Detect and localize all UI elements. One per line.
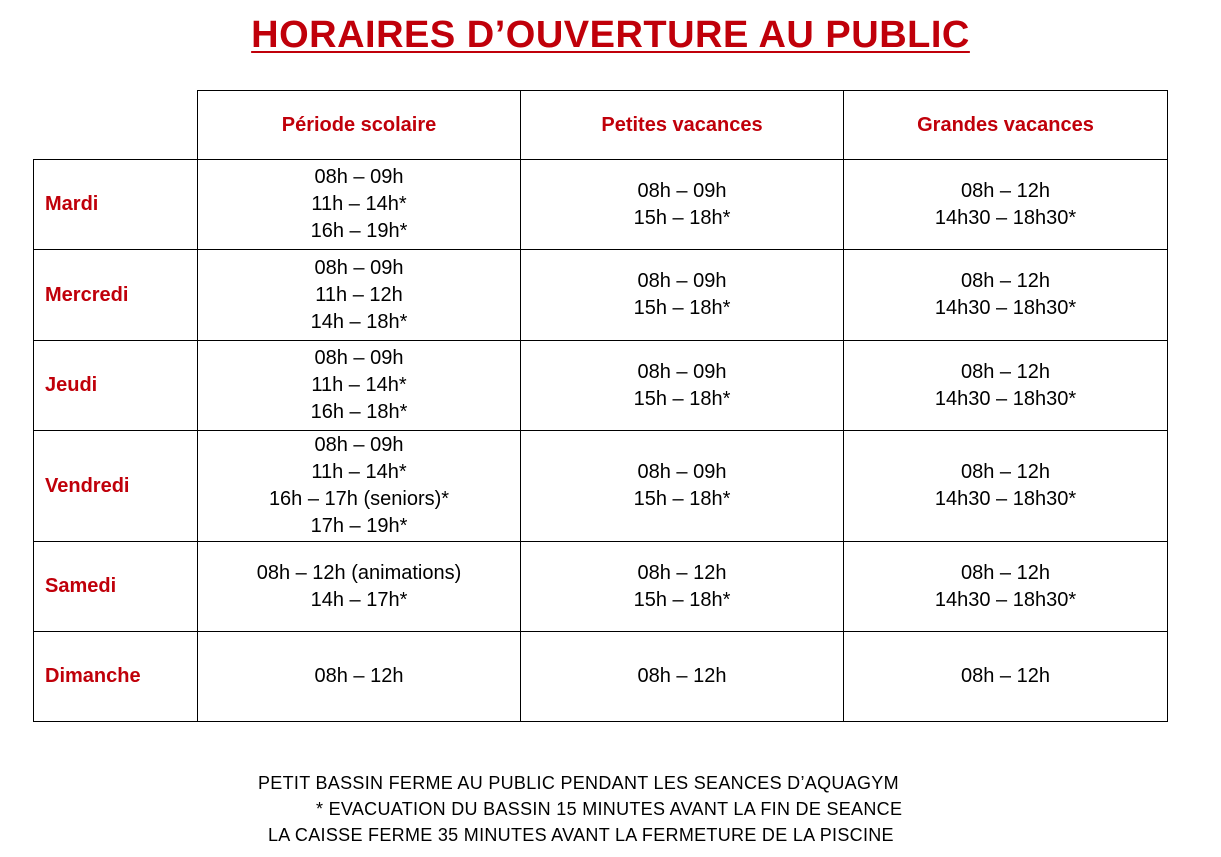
time-slot: 08h – 09h xyxy=(314,347,404,369)
time-slot: 11h – 14h* xyxy=(311,193,407,215)
time-slot: 08h – 12h xyxy=(961,179,1050,202)
time-slot: 08h – 09h xyxy=(314,434,404,456)
schedule-cell xyxy=(521,250,843,340)
day-label: Jeudi xyxy=(45,374,98,396)
time-slot: 14h30 – 18h30* xyxy=(934,588,1077,611)
day-label: Mercredi xyxy=(45,283,129,306)
time-slot: 14h – 17h* xyxy=(310,588,408,611)
schedule-cell xyxy=(198,160,520,249)
time-slot: 08h – 12h xyxy=(961,665,1050,687)
time-slot: 16h – 17h (seniors)* xyxy=(268,488,450,510)
time-slot: 14h30 – 18h30* xyxy=(934,387,1077,410)
time-slot: 15h – 18h* xyxy=(633,588,731,611)
time-slot: 15h – 18h* xyxy=(633,488,731,510)
table-row-divider xyxy=(33,721,1168,722)
footer-note-evacuation: * EVACUATION DU BASSIN 15 MINUTES AVANT LA FIN DE SEANCE xyxy=(316,799,903,819)
time-slot: 08h – 12h (animations) xyxy=(256,561,462,584)
header-petites-vacances: Petites vacances xyxy=(601,113,763,136)
schedule-cell xyxy=(844,250,1167,340)
schedule-cell xyxy=(844,431,1167,541)
time-slot: 08h – 12h xyxy=(314,665,404,687)
time-slot: 15h – 18h* xyxy=(633,387,731,410)
schedule-cell xyxy=(844,632,1167,721)
footer-note-small-pool: PETIT BASSIN FERME AU PUBLIC PENDANT LES SEANCES D’AQUAGYM xyxy=(258,773,899,793)
time-slot: 15h – 18h* xyxy=(633,297,731,319)
time-slot: 08h – 09h xyxy=(314,166,404,188)
schedule-cell xyxy=(521,341,843,430)
time-slot: 14h – 18h* xyxy=(310,310,408,333)
time-slot: 17h – 19h* xyxy=(310,515,408,537)
time-slot: 14h30 – 18h30* xyxy=(934,206,1077,229)
schedule-cell xyxy=(198,250,520,340)
schedule-cell xyxy=(844,341,1167,430)
time-slot: 14h30 – 18h30* xyxy=(934,488,1077,510)
schedule-cell xyxy=(844,542,1167,631)
time-slot: 08h – 09h xyxy=(637,179,727,202)
time-slot: 16h – 18h* xyxy=(310,401,408,423)
header-grandes-vacances: Grandes vacances xyxy=(917,113,1094,136)
page-title: HORAIRES D’OUVERTURE AU PUBLIC xyxy=(251,14,970,56)
time-slot: 08h – 09h xyxy=(637,360,727,383)
time-slot: 11h – 14h* xyxy=(311,374,407,396)
day-label: Dimanche xyxy=(45,665,141,687)
time-slot: 08h – 09h xyxy=(637,270,727,292)
time-slot: 08h – 09h xyxy=(637,461,727,483)
time-slot: 08h – 12h xyxy=(637,561,727,584)
schedule-cell xyxy=(844,160,1167,249)
schedule-cell xyxy=(198,341,520,430)
schedule-cell xyxy=(198,632,520,721)
time-slot: 08h – 12h xyxy=(961,561,1050,584)
time-slot: 08h – 12h xyxy=(637,665,727,687)
day-label: Vendredi xyxy=(45,474,130,497)
schedule-cell xyxy=(198,431,520,541)
time-slot: 08h – 12h xyxy=(961,270,1050,292)
schedule-cell xyxy=(521,542,843,631)
time-slot: 16h – 19h* xyxy=(310,220,408,242)
schedule-cell xyxy=(521,632,843,721)
time-slot: 14h30 – 18h30* xyxy=(934,297,1077,319)
time-slot: 11h – 12h xyxy=(315,283,403,306)
time-slot: 15h – 18h* xyxy=(633,206,731,229)
time-slot: 08h – 09h xyxy=(314,256,404,279)
time-slot: 11h – 14h* xyxy=(311,461,407,483)
schedule-cell xyxy=(521,431,843,541)
footer-note-cash-desk: LA CAISSE FERME 35 MINUTES AVANT LA FERMETURE DE LA PISCINE xyxy=(268,825,894,845)
header-periode-scolaire: Période scolaire xyxy=(281,113,437,136)
day-label: Mardi xyxy=(45,193,99,215)
schedule-cell xyxy=(198,542,520,631)
schedule-cell xyxy=(521,160,843,249)
time-slot: 08h – 12h xyxy=(961,461,1050,483)
time-slot: 08h – 12h xyxy=(961,360,1050,383)
day-label: Samedi xyxy=(45,575,117,597)
table-column-divider xyxy=(1167,90,1168,722)
